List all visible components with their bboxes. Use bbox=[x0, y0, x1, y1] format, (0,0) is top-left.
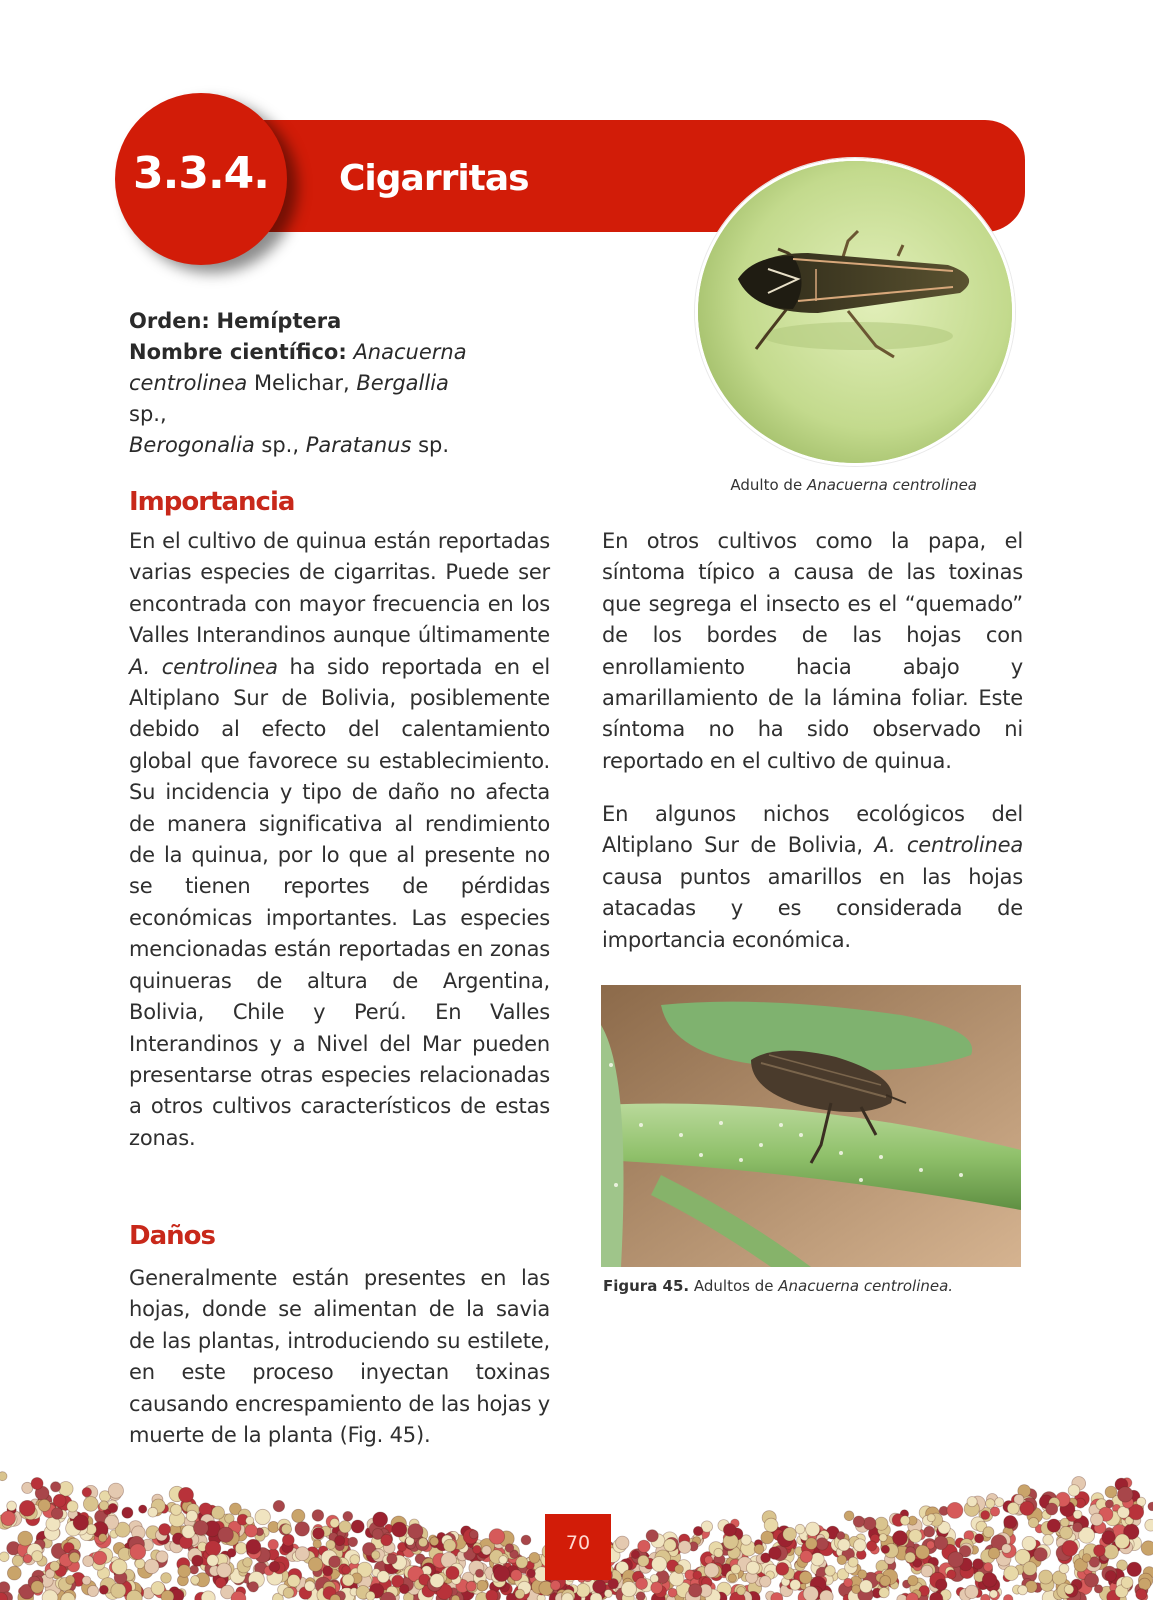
quinoa-seed bbox=[631, 1550, 639, 1558]
quinoa-seed bbox=[728, 1574, 736, 1582]
quinoa-seed bbox=[0, 1472, 7, 1481]
importancia-paragraph-3 bbox=[602, 799, 1023, 956]
quinoa-seed bbox=[1060, 1518, 1069, 1527]
quinoa-seed bbox=[466, 1581, 476, 1591]
quinoa-seed bbox=[916, 1545, 930, 1559]
quinoa-seed bbox=[1062, 1540, 1078, 1556]
quinoa-seed bbox=[905, 1552, 916, 1563]
quinoa-seed bbox=[329, 1556, 341, 1568]
quinoa-seed bbox=[678, 1541, 691, 1554]
figure-45-caption bbox=[603, 1277, 953, 1295]
quinoa-seed bbox=[111, 1583, 126, 1598]
quinoa-seed bbox=[205, 1541, 221, 1557]
quinoa-seed bbox=[7, 1501, 17, 1511]
quinoa-seed bbox=[860, 1580, 873, 1593]
p1-part-a: En el cultivo de quinua están reportadas varias especies de cigarritas. Puede ser encontrada con mayor frecuencia en los Valles Interandinos aunque últimamente bbox=[129, 529, 550, 648]
section-title: Cigarritas bbox=[339, 158, 529, 199]
quinoa-seed bbox=[194, 1521, 209, 1536]
heading-danos: Daños bbox=[129, 1221, 215, 1251]
quinoa-seed bbox=[469, 1530, 478, 1539]
quinoa-seed bbox=[273, 1500, 284, 1511]
p1-part-b: ha sido reportada en el Altiplano Sur de Bolivia, posiblemente debido al efecto del calentamiento global que favorece su establecimiento. Su incidencia y tipo de daño no afecta de manera significativa al rendimiento de la quinua, por lo que al presente no se tienen reportes de pérdidas económicas importantes. Las especies mencionadas están reportadas en zonas quinueras de altura de Argentina, Bolivia, Chile y Perú. En Valles Interandinos y a Nivel del Mar pueden presentarse otras especies relacionadas a otros cultivos característicos de estas zonas. bbox=[129, 654, 550, 1150]
sci-species: centrolinea bbox=[129, 371, 248, 395]
figure-label: Figura 45. bbox=[603, 1277, 690, 1295]
quinoa-seed bbox=[723, 1524, 736, 1537]
quinoa-seed bbox=[1118, 1487, 1133, 1502]
sci-genus: Anacuerna bbox=[353, 340, 467, 364]
quinoa-seed bbox=[489, 1529, 505, 1545]
quinoa-seed bbox=[551, 1580, 561, 1590]
quinoa-seed bbox=[927, 1514, 935, 1522]
quinoa-seed bbox=[83, 1556, 94, 1567]
quinoa-seed bbox=[342, 1574, 354, 1586]
section-number: 3.3.4. bbox=[133, 148, 269, 199]
quinoa-seed bbox=[246, 1517, 254, 1525]
quinoa-seed bbox=[1073, 1510, 1082, 1519]
quinoa-seed bbox=[419, 1538, 428, 1547]
quinoa-seed bbox=[192, 1555, 203, 1566]
quinoa-seed bbox=[326, 1540, 335, 1549]
quinoa-seed bbox=[731, 1564, 741, 1574]
quinoa-seed bbox=[108, 1483, 123, 1498]
quinoa-seed bbox=[1127, 1562, 1141, 1576]
quinoa-seed bbox=[486, 1590, 498, 1600]
quinoa-seed bbox=[335, 1536, 345, 1546]
quinoa-seed bbox=[499, 1556, 507, 1564]
quinoa-seed bbox=[179, 1487, 194, 1502]
quinoa-seed bbox=[19, 1500, 35, 1516]
quinoa-seed bbox=[982, 1573, 997, 1588]
quinoa-seed bbox=[348, 1537, 358, 1547]
quinoa-seed bbox=[1148, 1502, 1153, 1511]
quinoa-seed bbox=[984, 1563, 993, 1572]
quinoa-seed bbox=[908, 1575, 918, 1585]
quinoa-seed bbox=[995, 1498, 1004, 1507]
quinoa-seed bbox=[66, 1575, 75, 1584]
quinoa-seed bbox=[0, 1552, 9, 1562]
quinoa-seed bbox=[1094, 1545, 1106, 1557]
quinoa-seed bbox=[1039, 1570, 1053, 1584]
quinoa-seed bbox=[693, 1526, 702, 1535]
quinoa-seed bbox=[330, 1518, 339, 1527]
quinoa-seed bbox=[621, 1582, 636, 1597]
quinoa-seed bbox=[112, 1559, 127, 1574]
quinoa-seed bbox=[837, 1555, 847, 1565]
quinoa-seed bbox=[820, 1590, 834, 1600]
quinoa-seed bbox=[909, 1530, 922, 1543]
quinoa-seed bbox=[800, 1550, 812, 1562]
quinoa-seed bbox=[1068, 1485, 1080, 1497]
quinoa-seed bbox=[281, 1524, 291, 1534]
quinoa-seed bbox=[746, 1561, 759, 1574]
quinoa-seed bbox=[475, 1569, 483, 1577]
quinoa-seed bbox=[366, 1591, 375, 1600]
quinoa-seed bbox=[521, 1535, 531, 1545]
quinoa-seed bbox=[207, 1555, 219, 1567]
quinoa-seed bbox=[482, 1546, 491, 1555]
quinoa-seed bbox=[339, 1521, 351, 1533]
quinoa-seed bbox=[269, 1561, 280, 1572]
quinoa-seed bbox=[651, 1582, 663, 1594]
quinoa-seed bbox=[947, 1502, 963, 1518]
quinoa-seed bbox=[182, 1525, 195, 1538]
quinoa-seed bbox=[1139, 1578, 1151, 1590]
quinoa-seed bbox=[392, 1522, 407, 1537]
quinoa-seed bbox=[936, 1579, 947, 1590]
quinoa-seed bbox=[430, 1574, 444, 1588]
quinoa-seed bbox=[1007, 1502, 1019, 1514]
quinoa-seed bbox=[1034, 1548, 1048, 1562]
quinoa-seed bbox=[305, 1581, 315, 1591]
quinoa-seed bbox=[638, 1540, 650, 1552]
quinoa-seed bbox=[858, 1570, 867, 1579]
quinoa-seed bbox=[1121, 1577, 1133, 1589]
quinoa-seed bbox=[967, 1497, 977, 1507]
sci-name-label: Nombre científico: bbox=[129, 340, 347, 364]
quinoa-seed bbox=[38, 1499, 50, 1511]
quinoa-seed bbox=[1136, 1589, 1147, 1600]
quinoa-seed bbox=[638, 1555, 649, 1566]
quinoa-seed bbox=[986, 1499, 995, 1508]
quinoa-seed bbox=[99, 1501, 108, 1510]
quinoa-seed bbox=[1094, 1585, 1102, 1593]
quinoa-seed bbox=[1060, 1526, 1073, 1539]
sci-sp-1: sp., bbox=[129, 402, 167, 426]
quinoa-seed bbox=[668, 1588, 677, 1597]
quinoa-seed bbox=[1004, 1566, 1019, 1581]
quinoa-seed bbox=[825, 1566, 836, 1577]
taxonomy-block bbox=[129, 306, 469, 461]
quinoa-seed bbox=[776, 1563, 789, 1576]
quinoa-seed bbox=[144, 1559, 159, 1574]
quinoa-seed bbox=[313, 1540, 321, 1548]
quinoa-seed bbox=[156, 1551, 168, 1563]
quinoa-seed bbox=[381, 1534, 392, 1545]
quinoa-seed bbox=[965, 1585, 978, 1598]
quinoa-seed bbox=[217, 1563, 232, 1578]
quinoa-seed bbox=[714, 1548, 723, 1557]
quinoa-seed bbox=[130, 1544, 146, 1560]
quinoa-seed bbox=[527, 1569, 535, 1577]
quinoa-seed bbox=[248, 1582, 258, 1592]
quinoa-seed bbox=[32, 1551, 43, 1562]
importancia-paragraph-1 bbox=[129, 526, 550, 1154]
quinoa-seed bbox=[283, 1587, 294, 1598]
quinoa-seed bbox=[1064, 1585, 1074, 1595]
quinoa-seed bbox=[451, 1595, 459, 1600]
quinoa-seed bbox=[1022, 1536, 1036, 1550]
p3-species: A. centrolinea bbox=[874, 833, 1023, 858]
figure-caption-prefix: Adultos de bbox=[689, 1277, 779, 1295]
sci-sp-2: sp., bbox=[254, 433, 306, 457]
sci-paratanus: Paratanus bbox=[305, 433, 412, 457]
quinoa-seed bbox=[243, 1558, 253, 1568]
quinoa-seed bbox=[604, 1590, 612, 1598]
quinoa-seed bbox=[1115, 1534, 1130, 1549]
quinoa-seed bbox=[108, 1503, 117, 1512]
quinoa-seed bbox=[900, 1516, 910, 1526]
quinoa-seed bbox=[1145, 1519, 1153, 1531]
quinoa-seed bbox=[313, 1528, 325, 1540]
quinoa-seed bbox=[373, 1512, 388, 1527]
quinoa-seed bbox=[505, 1544, 514, 1553]
quinoa-seed bbox=[87, 1585, 98, 1596]
quinoa-seed bbox=[295, 1547, 309, 1561]
quinoa-seed bbox=[811, 1553, 824, 1566]
caption-prefix: Adulto de bbox=[730, 476, 807, 494]
quinoa-seed bbox=[529, 1552, 540, 1563]
quinoa-seed bbox=[51, 1482, 61, 1492]
quinoa-seed bbox=[1141, 1541, 1153, 1556]
quinoa-seed bbox=[867, 1541, 877, 1551]
quinoa-seed bbox=[1105, 1571, 1116, 1582]
quinoa-seed bbox=[1002, 1544, 1012, 1554]
figure-45-illustration bbox=[601, 985, 1021, 1267]
quinoa-seed bbox=[1082, 1554, 1091, 1563]
quinoa-seed bbox=[7, 1566, 21, 1580]
quinoa-seed bbox=[159, 1524, 171, 1536]
quinoa-seed bbox=[494, 1566, 510, 1582]
quinoa-seed bbox=[191, 1576, 200, 1585]
quinoa-seed bbox=[295, 1522, 309, 1536]
quinoa-seed bbox=[973, 1559, 984, 1570]
quinoa-seed bbox=[853, 1516, 864, 1527]
quinoa-seed bbox=[73, 1515, 88, 1530]
quinoa-seed bbox=[893, 1531, 908, 1546]
quinoa-seed bbox=[838, 1539, 850, 1551]
quinoa-seed bbox=[161, 1573, 172, 1584]
quinoa-seed bbox=[245, 1525, 258, 1538]
quinoa-seed bbox=[1046, 1503, 1058, 1515]
quinoa-seed bbox=[1043, 1535, 1054, 1546]
quinoa-seed bbox=[879, 1587, 889, 1597]
quinoa-seed bbox=[23, 1554, 32, 1563]
quinoa-seed bbox=[178, 1565, 191, 1578]
quinoa-seed bbox=[783, 1527, 797, 1541]
quinoa-seed bbox=[769, 1547, 781, 1559]
quinoa-seed bbox=[312, 1510, 324, 1522]
quinoa-seed bbox=[1104, 1545, 1119, 1560]
quinoa-seed bbox=[444, 1539, 456, 1551]
quinoa-seed bbox=[342, 1566, 351, 1575]
quinoa-seed bbox=[67, 1501, 78, 1512]
heading-importancia: Importancia bbox=[129, 487, 295, 517]
quinoa-seed bbox=[351, 1520, 364, 1533]
quinoa-seed bbox=[99, 1585, 108, 1594]
quinoa-seed bbox=[921, 1565, 933, 1577]
quinoa-seed bbox=[805, 1538, 817, 1550]
sci-berogonalia: Berogonalia bbox=[129, 433, 255, 457]
danos-paragraph: Generalmente están presentes en las hojas, donde se alimentan de la savia de las plantas, introduciendo su estilete, en este proceso inyectan toxinas causando encrespamiento de las hojas y muerte de la planta (Fig. 45). bbox=[129, 1266, 550, 1448]
quinoa-seed bbox=[1004, 1595, 1013, 1600]
quinoa-seed bbox=[844, 1578, 853, 1587]
quinoa-seed bbox=[1004, 1516, 1017, 1529]
quinoa-seed bbox=[246, 1539, 261, 1554]
order-value: Hemíptera bbox=[216, 309, 342, 333]
quinoa-seed bbox=[879, 1534, 887, 1542]
quinoa-seed bbox=[371, 1551, 380, 1560]
quinoa-seed bbox=[69, 1552, 80, 1563]
quinoa-seed bbox=[675, 1565, 684, 1574]
page-number: 70 bbox=[565, 1532, 591, 1554]
quinoa-seed bbox=[51, 1508, 63, 1520]
quinoa-seed bbox=[593, 1580, 606, 1593]
quinoa-seed bbox=[1023, 1562, 1037, 1576]
p3-part-a: En algunos nichos ecológicos del Altiplano Sur de Bolivia, bbox=[602, 802, 1023, 858]
quinoa-seed bbox=[704, 1563, 719, 1578]
quinoa-seed bbox=[99, 1534, 107, 1542]
quinoa-seed bbox=[218, 1527, 233, 1542]
quinoa-seed bbox=[983, 1527, 994, 1538]
quinoa-seed bbox=[1059, 1564, 1069, 1574]
quinoa-seed bbox=[255, 1509, 270, 1524]
quinoa-seed bbox=[790, 1580, 801, 1591]
quinoa-seed bbox=[1, 1511, 16, 1526]
quinoa-seed bbox=[737, 1587, 746, 1596]
quinoa-seed bbox=[636, 1592, 645, 1600]
quinoa-seed bbox=[83, 1497, 98, 1512]
quinoa-seed bbox=[646, 1530, 658, 1542]
quinoa-seed bbox=[806, 1522, 820, 1536]
quinoa-seed bbox=[664, 1539, 676, 1551]
figure-caption-species: Anacuerna centrolinea. bbox=[778, 1277, 954, 1295]
quinoa-seed bbox=[880, 1576, 891, 1587]
quinoa-seed bbox=[268, 1539, 278, 1549]
quinoa-seed bbox=[616, 1536, 629, 1549]
quinoa-seed bbox=[975, 1534, 984, 1543]
quinoa-seed bbox=[689, 1584, 702, 1597]
quinoa-seed bbox=[863, 1517, 876, 1530]
quinoa-seed bbox=[93, 1551, 107, 1565]
quinoa-seed bbox=[934, 1536, 948, 1550]
quinoa-seed bbox=[760, 1576, 771, 1587]
quinoa-seed bbox=[652, 1557, 667, 1572]
quinoa-seed bbox=[430, 1537, 439, 1546]
figure-45-photo bbox=[601, 985, 1021, 1267]
quinoa-seed bbox=[854, 1539, 867, 1552]
caption-species: Anacuerna centrolinea bbox=[806, 476, 977, 494]
quinoa-seed bbox=[292, 1509, 305, 1522]
sci-sp-3: sp. bbox=[411, 433, 450, 457]
quinoa-seed bbox=[82, 1576, 91, 1585]
quinoa-seed bbox=[235, 1542, 247, 1554]
quinoa-seed bbox=[1091, 1513, 1104, 1526]
quinoa-seed bbox=[981, 1511, 990, 1520]
quinoa-seed bbox=[446, 1566, 459, 1579]
quinoa-seed bbox=[1028, 1518, 1038, 1528]
quinoa-seed bbox=[875, 1517, 888, 1530]
quinoa-seed bbox=[848, 1557, 858, 1567]
quinoa-seed bbox=[988, 1548, 999, 1559]
quinoa-seed bbox=[761, 1531, 774, 1544]
quinoa-seed bbox=[308, 1557, 322, 1571]
quinoa-seed bbox=[50, 1561, 60, 1571]
quinoa-seed bbox=[1047, 1519, 1060, 1532]
quinoa-seed bbox=[139, 1505, 147, 1513]
quinoa-seed bbox=[171, 1504, 182, 1515]
quinoa-seed bbox=[350, 1555, 360, 1565]
quinoa-seed bbox=[669, 1571, 684, 1586]
quinoa-seed bbox=[122, 1507, 133, 1518]
quinoa-seed bbox=[799, 1571, 812, 1584]
quinoa-seed bbox=[161, 1590, 174, 1600]
quinoa-seed bbox=[53, 1494, 66, 1507]
order-label: Orden: bbox=[129, 309, 210, 333]
quinoa-seed bbox=[18, 1531, 33, 1546]
sci-author: Melichar, bbox=[247, 371, 357, 395]
quinoa-seed bbox=[31, 1478, 43, 1490]
quinoa-seed bbox=[803, 1586, 818, 1600]
quinoa-seed bbox=[408, 1524, 423, 1539]
quinoa-seed bbox=[399, 1584, 409, 1594]
quinoa-seed bbox=[282, 1534, 294, 1546]
quinoa-seed bbox=[947, 1570, 956, 1579]
quinoa-seed bbox=[135, 1559, 145, 1569]
quinoa-seed bbox=[148, 1507, 158, 1517]
importancia-paragraph-2: En otros cultivos como la papa, el síntoma típico a causa de las toxinas que segrega el insecto es el “quemado” de los bordes de las hojas con enrollamiento hacia abajo y amarillamiento de la lámina foliar. Este síntoma no ha sido observado ni reportado en el cultivo de quinua. bbox=[602, 529, 1023, 773]
quinoa-seed bbox=[1073, 1522, 1083, 1532]
quinoa-seed bbox=[1102, 1531, 1115, 1544]
quinoa-seed bbox=[516, 1556, 528, 1568]
quinoa-seed bbox=[576, 1584, 590, 1598]
quinoa-seed bbox=[852, 1585, 861, 1594]
quinoa-seed bbox=[31, 1581, 44, 1594]
quinoa-seed bbox=[1018, 1585, 1028, 1595]
p3-part-b: causa puntos amarillos en las hojas atacadas y es considerada de importancia económica. bbox=[602, 864, 1023, 952]
quinoa-seed bbox=[12, 1555, 23, 1566]
sci-bergallia: Bergallia bbox=[356, 371, 449, 395]
p1-species: A. centrolinea bbox=[129, 654, 278, 679]
quinoa-seed bbox=[636, 1578, 648, 1590]
quinoa-seed bbox=[844, 1511, 854, 1521]
quinoa-seed bbox=[186, 1510, 197, 1521]
quinoa-seed bbox=[515, 1589, 525, 1599]
quinoa-seed bbox=[816, 1538, 828, 1550]
quinoa-seed bbox=[881, 1545, 889, 1553]
leafhopper-illustration bbox=[698, 161, 1015, 466]
quinoa-seed bbox=[288, 1575, 301, 1588]
quinoa-seed bbox=[387, 1554, 397, 1564]
quinoa-seed bbox=[477, 1580, 488, 1591]
quinoa-seed bbox=[754, 1544, 764, 1554]
quinoa-seed bbox=[343, 1511, 353, 1521]
quinoa-seed bbox=[948, 1552, 964, 1568]
quinoa-seed bbox=[473, 1545, 481, 1553]
quinoa-seed bbox=[924, 1526, 935, 1537]
photo-caption bbox=[640, 476, 977, 494]
quinoa-seed bbox=[608, 1579, 618, 1589]
quinoa-seed bbox=[511, 1570, 522, 1581]
quinoa-seed bbox=[795, 1524, 805, 1534]
quinoa-seed bbox=[82, 1488, 91, 1497]
leafhopper-photo-circle bbox=[695, 158, 1015, 466]
quinoa-seed bbox=[990, 1590, 998, 1598]
